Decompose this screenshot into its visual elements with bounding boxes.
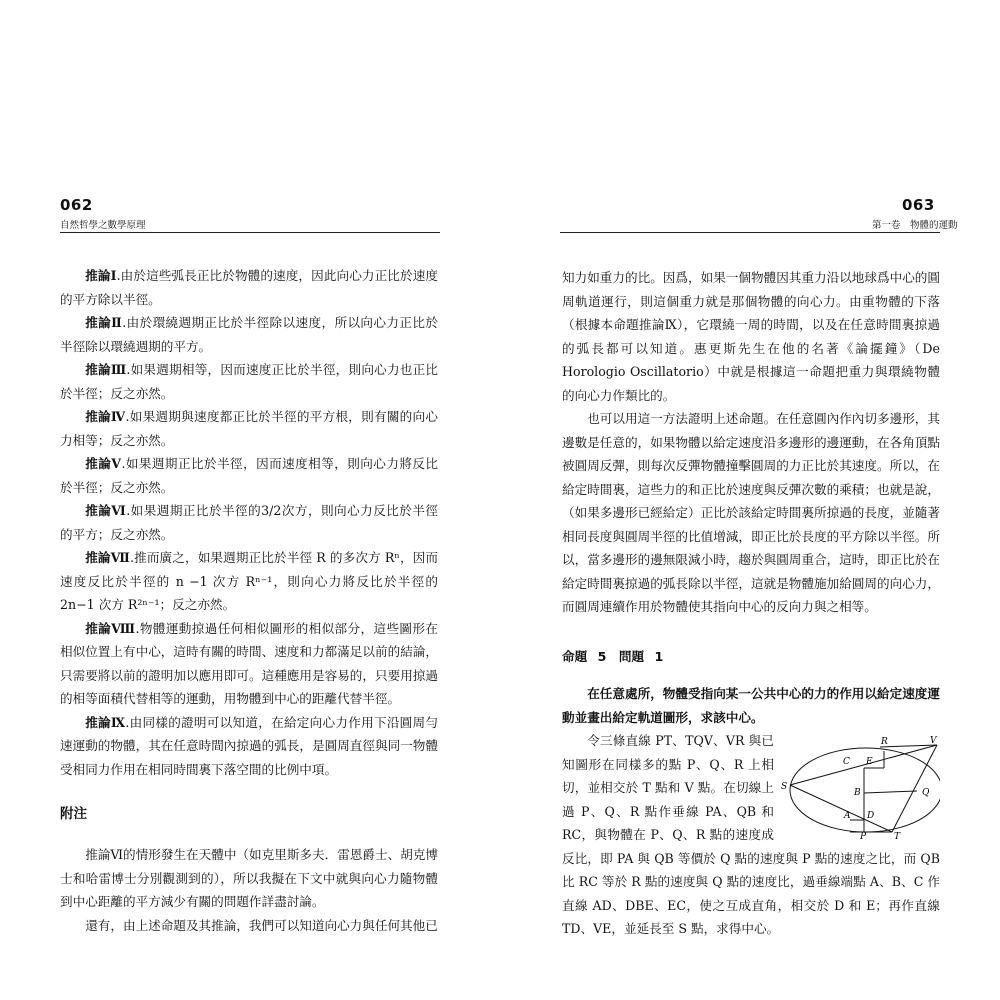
left-header-rule: [60, 232, 440, 233]
right-text-column: [562, 266, 940, 941]
corollary-label: 推論Ⅸ: [85, 714, 126, 730]
right-page-number: 063: [902, 196, 935, 214]
corollary-label: 推論Ⅲ: [85, 362, 127, 377]
label-b: B: [854, 788, 861, 798]
label-t: T: [894, 832, 901, 839]
method-paragraph: 也可以用這一方法證明上述命題。在任意圓內作內切多邊形，其邊數是任意的，如果物體以給定速度沿多邊形的邊運動，在各角頂點被圓周反彈，則每次反彈物體撞擊圓周的力正比於其速度。所以，在給定時間裏，這些力的和正比於速度與反彈次數的乘積；也就是說，（如果多邊形已經給定）正比於該給定時間裏所掠過的長度，並隨著相同長度與圓周半徑的比值增減，即正比於長度的平方除以半徑。所以，當多邊形的邊無限減小時，趨於與圓周重合，這時，即正比於在給定時間裏掠過的弧長除以半徑，這就是物體施加給圓周的向心力，而圓周連續作用於物體使其指向中心的反向力與之相等。: [562, 411, 940, 614]
label-p: P: [860, 832, 867, 839]
scholium-paragraph-2: 還有，由上述命題及其推論，我們可以知道向心力與任何其他已: [85, 917, 438, 933]
corollary-8: [60, 617, 438, 711]
continuation-paragraph: 知力如重力的比。因爲，如果一個物體因其重力沿以地球爲中心的圓周軌道運行，則這個重力就是那個物體的向心力。由重物體的下落（根據本命題推論Ⅸ），它環繞一周的時間，以及在任意時間裏掠過的弧長都可以知道。惠更斯先生在他的名著《論擺鐘》（De Horologio Oscillatorio）中就是根據這一命題把重力與環繞物體的向心力作類比的。: [562, 270, 940, 403]
corollary-label: 推論Ⅴ: [85, 456, 122, 471]
corollary-6: [60, 499, 438, 546]
label-d: D: [867, 811, 875, 821]
corollary-9: [60, 711, 438, 782]
left-running-title: 自然哲學之數學原理: [60, 220, 146, 231]
left-page-number: 062: [60, 196, 93, 214]
corollary-label: 推論Ⅵ: [85, 503, 127, 518]
corollary-text: .物體運動掠過任何相似圖形的相似部分，這些圖形在相似位置上有中心，這時有關的時間、速度和力都滿足以前的結論，只需要將以前的證明加以應用即可。這種應用是容易的，只要用掠過的相等面積代替相等的運動，用物體到中心的距離代替半徑。: [60, 620, 438, 706]
scholium-heading: 附注: [60, 806, 87, 822]
scholium-paragraph-1: 推論Ⅵ的情形發生在天體中（如克里斯多夫．雷恩爵士、胡克博士和哈雷博士分別觀測到的），所以我擬在下文中就與向心力隨物體到中心距離的平方減少有關的問題作詳盡討論。: [60, 847, 438, 909]
corollary-4: [60, 405, 438, 452]
corollary-text: .由同樣的證明可以知道，在給定向心力作用下沿圓周勻速運動的物體，其在任意時間內掠過的弧長，是圓周直徑與同一物體受相同力作用在相同時間裏下落空間的比例中項。: [60, 714, 438, 777]
right-running-title: 第一卷 物體的運動: [872, 220, 958, 231]
corollary-text: .如果週期正比於半徑的3/2次方，則向心力反比於半徑的平方；反之亦然。: [60, 503, 438, 542]
corollary-text: .如果週期相等，因而速度正比於半徑，則向心力也正比於半徑；反之亦然。: [60, 362, 438, 401]
label-e: E: [866, 757, 873, 767]
corollary-label: 推論Ⅱ: [85, 315, 123, 330]
corollary-label: 推論Ⅰ: [85, 268, 117, 283]
corollary-3: [60, 358, 438, 405]
corollary-text: .由於這些弧長正比於物體的速度，因此向心力正比於速度的平方除以半徑。: [60, 268, 438, 307]
perpendicular-qb: [864, 791, 917, 793]
label-a: A: [844, 811, 851, 821]
corollary-label: 推論Ⅳ: [85, 409, 126, 424]
right-header-rule: [560, 232, 940, 233]
tangent-line-vr: [880, 745, 937, 747]
label-s: S: [781, 782, 788, 792]
corollary-text: .由於環繞週期正比於半徑除以速度，所以向心力正比於半徑除以環繞週期的平方。: [60, 315, 438, 354]
label-v: V: [930, 736, 937, 746]
corollary-7: [60, 546, 438, 617]
corollary-1: [60, 264, 438, 311]
figure-svg: [780, 733, 940, 839]
corollary-text: .推而廣之，如果週期正比於半徑 R 的多次方 Rⁿ，因而速度反比於半徑的 n −1 次方 Rⁿ⁻¹，則向心力將反比於半徑的 2n−1 次方 R²ⁿ⁻¹；反之亦然。: [60, 550, 438, 612]
corollary-text: .如果週期正比於半徑，因而速度相等，則向心力將反比於半徑；反之亦然。: [60, 456, 438, 495]
corollary-2: [60, 311, 438, 358]
left-text-column: [60, 264, 438, 937]
corollary-label: 推論Ⅷ: [85, 620, 136, 636]
solution-paragraph: 令三條直線 PT、TQV、VR 與已知圖形在同樣多的點 P、Q、R 上相切，並相交於 T 點和 V 點。在切線上過 P、Q、R 點作垂線 PA、QB 和 RC，與物體在 P、Q、R 點的速度成反比，即 PA 與 QB 等價於 Q 點的速度與 P 點的速度之比，而 QB 比 RC 等於 R 點的速度與 Q 點的速度比，過垂線端點 A、B、C 作直線 AD、DBE、EC，使之互成直角，相交於 D 和 E；再作直線 TD、VE，並延長至 S 點，求得中心。: [562, 733, 940, 936]
corollary-text: .如果週期與速度都正比於半徑的平方根，則有關的向心力相等；反之亦然。: [60, 409, 438, 448]
proposition-title: 命題 5 問題 1: [562, 648, 664, 664]
label-q: Q: [922, 788, 930, 798]
geometry-figure: [780, 733, 940, 839]
proposition-statement: 在任意處所，物體受指向某一公共中心的力的作用以給定速度運動並畫出給定軌道圖形，求該中心。: [562, 686, 940, 725]
corollary-5: [60, 452, 438, 499]
label-r: R: [881, 737, 888, 747]
corollary-label: 推論Ⅶ: [85, 550, 130, 565]
label-c: C: [843, 757, 850, 767]
